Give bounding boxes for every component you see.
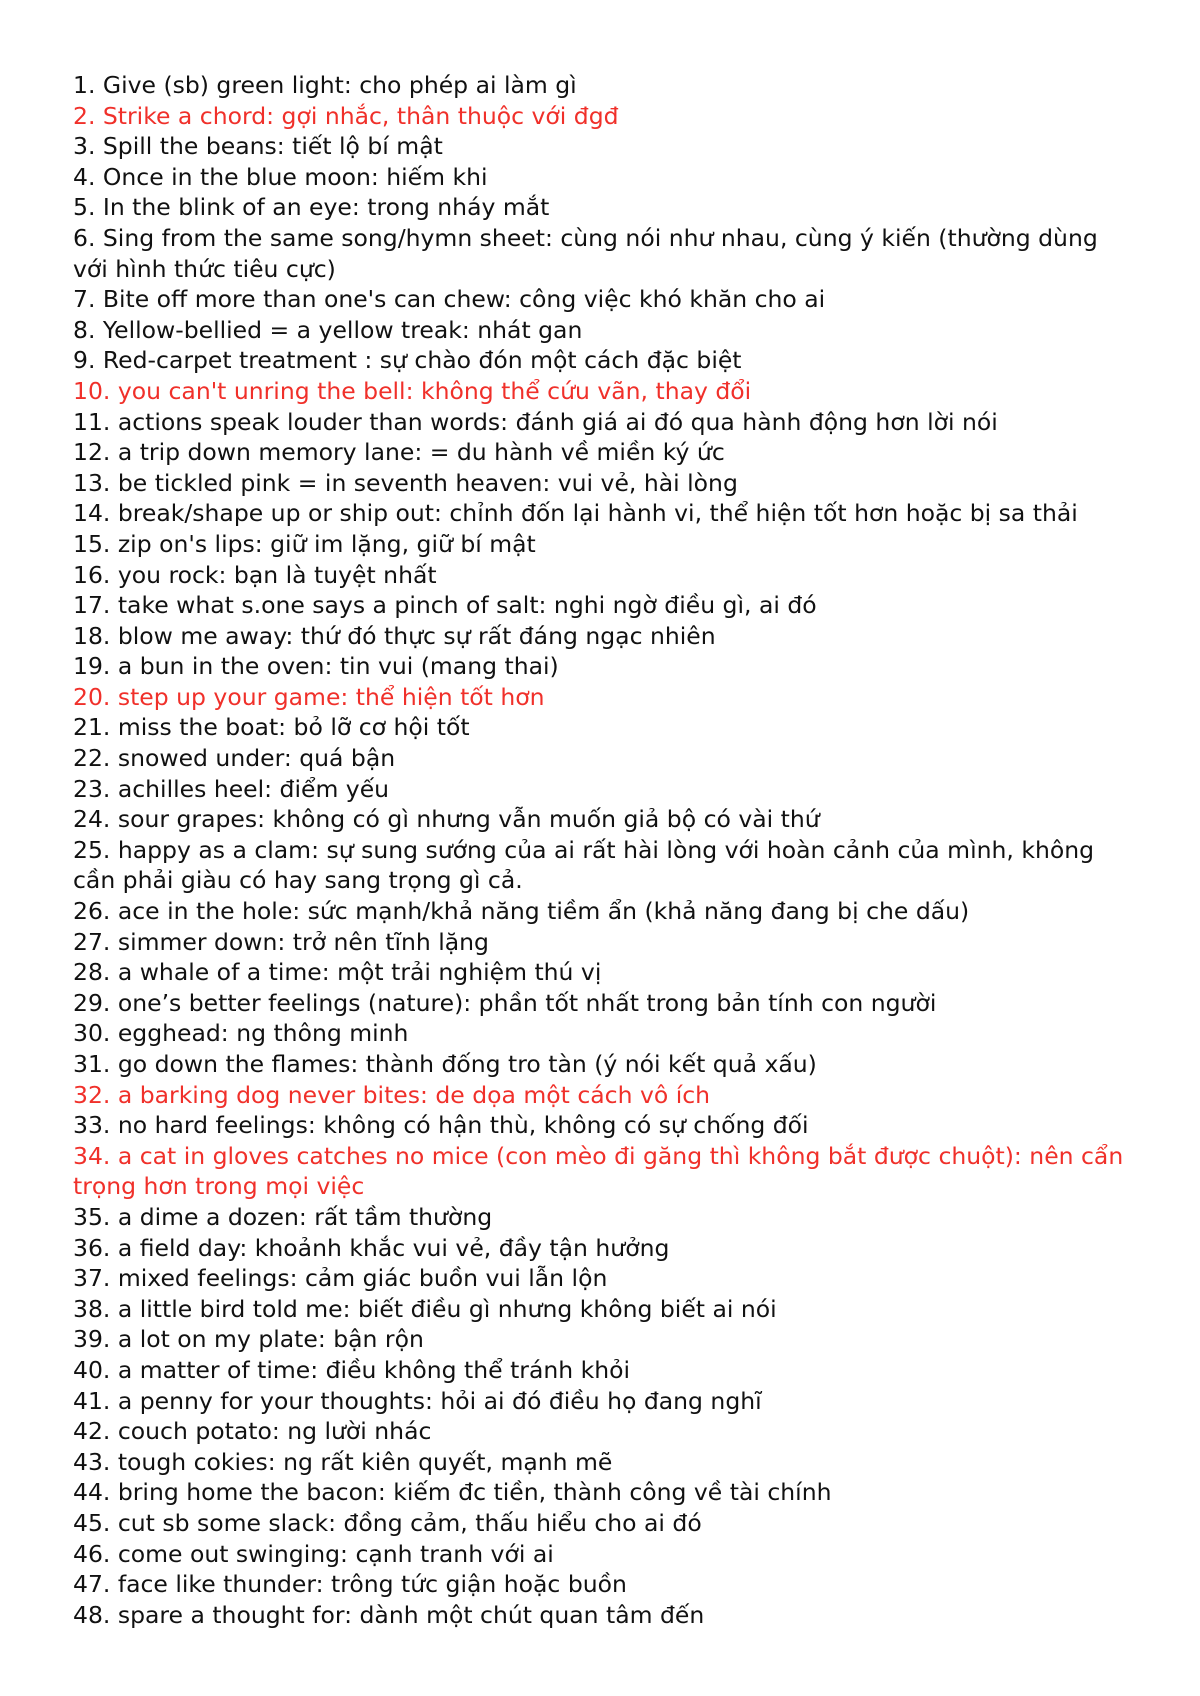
idiom-entry: 5. In the blink of an eye: trong nháy mắt: [73, 193, 550, 222]
idiom-entry: 36. a field day: khoảnh khắc vui vẻ, đầy tận hưởng: [73, 1233, 670, 1262]
idiom-entry: 47. face like thunder: trông tức giận hoặc buồn: [73, 1570, 627, 1599]
idiom-entry: 26. ace in the hole: sức mạnh/khả năng tiềm ẩn (khả năng đang bị che dấu): [73, 897, 970, 926]
idiom-entry: 45. cut sb some slack: đồng cảm, thấu hiểu cho ai đó: [73, 1508, 702, 1537]
idiom-entry: 30. egghead: ng thông minh: [73, 1019, 409, 1048]
idiom-entry: 3. Spill the beans: tiết lộ bí mật: [73, 132, 443, 161]
idiom-entry: 11. actions speak louder than words: đánh giá ai đó qua hành động hơn lời nói: [73, 407, 998, 436]
idiom-entry: 7. Bite off more than one's can chew: công việc khó khăn cho ai: [73, 285, 826, 314]
idiom-entry: 35. a dime a dozen: rất tầm thường: [73, 1202, 493, 1231]
idiom-entry: 42. couch potato: ng lười nhác: [73, 1417, 432, 1446]
idiom-entry: 32. a barking dog never bites: de dọa một cách vô ích: [73, 1080, 711, 1109]
idiom-entry: 6. Sing from the same song/hymn sheet: cùng nói như nhau, cùng ý kiến (thường dùng với hình thức tiêu cực): [73, 223, 1098, 283]
idiom-entry: 44. bring home the bacon: kiếm đc tiền, thành công về tài chính: [73, 1478, 832, 1507]
idiom-entry: 1. Give (sb) green light: cho phép ai làm gì: [73, 71, 577, 99]
idiom-entry: 23. achilles heel: điểm yếu: [73, 774, 390, 803]
idiom-entry: 14. break/shape up or ship out: chỉnh đốn lại hành vi, thể hiện tốt hơn hoặc bị sa thải: [73, 499, 1078, 528]
idiom-entry: 8. Yellow-bellied = a yellow treak: nhát gan: [73, 315, 583, 344]
idiom-entry: 41. a penny for your thoughts: hỏi ai đó điều họ đang nghĩ: [73, 1386, 762, 1415]
idiom-entry: 33. no hard feelings: không có hận thù, không có sự chống đối: [73, 1111, 809, 1140]
idiom-entry: 38. a little bird told me: biết điều gì nhưng không biết ai nói: [73, 1294, 777, 1323]
idiom-entry: 40. a matter of time: điều không thể tránh khỏi: [73, 1355, 631, 1384]
idiom-entry: 37. mixed feelings: cảm giác buồn vui lẫn lộn: [73, 1264, 608, 1293]
document-page: [73, 70, 1133, 1630]
idiom-entry: 18. blow me away: thứ đó thực sự rất đáng ngạc nhiên: [73, 621, 716, 650]
idiom-entry: 9. Red-carpet treatment : sự chào đón một cách đặc biệt: [73, 346, 742, 375]
idiom-entry: 21. miss the boat: bỏ lỡ cơ hội tốt: [73, 713, 470, 742]
idiom-entry: 24. sour grapes: không có gì nhưng vẫn muốn giả bộ có vài thứ: [73, 805, 820, 834]
idiom-entry: 39. a lot on my plate: bận rộn: [73, 1325, 424, 1354]
idiom-entry: 22. snowed under: quá bận: [73, 744, 396, 773]
idiom-entry: 17. take what s.one says a pinch of salt: nghi ngờ điều gì, ai đó: [73, 591, 817, 620]
idiom-entry: 28. a whale of a time: một trải nghiệm thú vị: [73, 958, 602, 987]
idiom-entry: 43. tough cokies: ng rất kiên quyết, mạnh mẽ: [73, 1447, 613, 1476]
idiom-entry: 27. simmer down: trở nên tĩnh lặng: [73, 927, 489, 956]
idiom-entry: 25. happy as a clam: sự sung sướng của ai rất hài lòng với hoàn cảnh của mình, không cần phải giàu có hay sang trọng gì cả.: [73, 835, 1095, 895]
idiom-entry: 20. step up your game: thể hiện tốt hơn: [73, 682, 545, 711]
idiom-entry: 12. a trip down memory lane: = du hành về miền ký ức: [73, 438, 725, 467]
idiom-entry: 16. you rock: bạn là tuyệt nhất: [73, 560, 437, 589]
idiom-entry: 34. a cat in gloves catches no mice (con mèo đi găng thì không bắt được chuột): nên cẩn trọng hơn trong mọi việc: [73, 1141, 1124, 1201]
idiom-entry: 29. one’s better feelings (nature): phần tốt nhất trong bản tính con người: [73, 988, 937, 1017]
idiom-entry: 2. Strike a chord: gợi nhắc, thân thuộc với đgđ: [73, 101, 619, 130]
idiom-entry: 48. spare a thought for: dành một chút quan tâm đến: [73, 1600, 705, 1629]
idiom-entry: 19. a bun in the oven: tin vui (mang thai): [73, 652, 559, 681]
idiom-entry: 13. be tickled pink = in seventh heaven: vui vẻ, hài lòng: [73, 468, 738, 497]
idiom-entry: 10. you can't unring the bell: không thể cứu vãn, thay đổi: [73, 376, 752, 405]
idiom-entry: 31. go down the flames: thành đống tro tàn (ý nói kết quả xấu): [73, 1050, 817, 1078]
idiom-entry: 15. zip on's lips: giữ im lặng, giữ bí mật: [73, 529, 536, 558]
idiom-entry: 46. come out swinging: cạnh tranh với ai: [73, 1539, 554, 1568]
idiom-entry: 4. Once in the blue moon: hiếm khi: [73, 162, 488, 191]
